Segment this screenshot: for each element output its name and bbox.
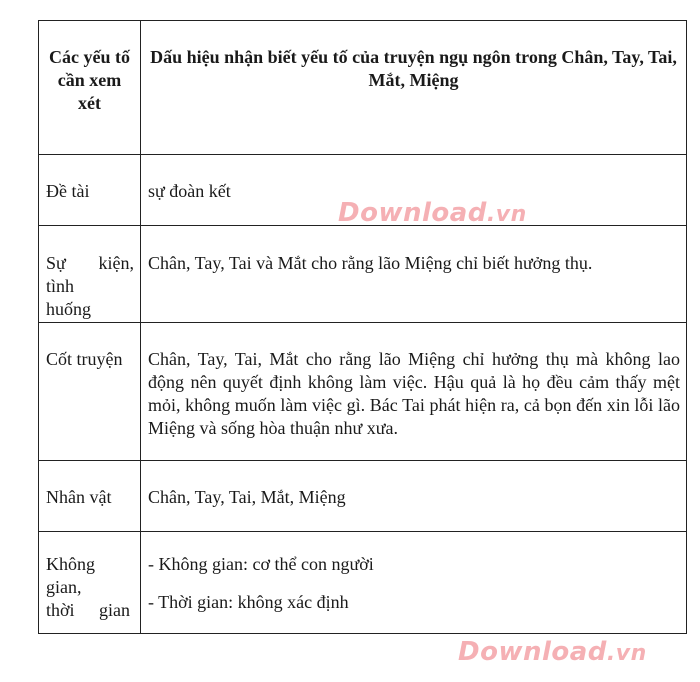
row-value-event: Chân, Tay, Tai và Mắt cho rằng lão Miệng chỉ biết hưởng thụ.: [148, 253, 593, 273]
analysis-table: [38, 20, 687, 634]
row-label-event: Sự kiện, tình huống: [46, 253, 134, 319]
header-cell-factors: [39, 21, 141, 155]
row-value-topic: sự đoàn kết: [148, 181, 231, 201]
bullet-space: - Không gian: cơ thể con người: [148, 554, 374, 574]
watermark-logo-bottom: [458, 637, 647, 667]
row-label-characters: Nhân vật: [46, 487, 112, 507]
watermark-brand-bottom: Download: [458, 637, 607, 667]
bullet-time: - Thời gian: không xác định: [148, 592, 349, 612]
row-label-plot: Cốt truyện: [46, 349, 123, 369]
table-row: [39, 323, 687, 461]
row-label-topic: Đề tài: [46, 181, 90, 201]
table-row: [39, 532, 687, 634]
row-value-characters: Chân, Tay, Tai, Mắt, Miệng: [148, 487, 346, 507]
row-label-space-time: Không gian, thời gian: [46, 554, 131, 620]
watermark-tld: .vn: [486, 202, 527, 227]
watermark-tld-bottom: .vn: [606, 641, 647, 666]
table-row: [39, 226, 687, 323]
table-row: [39, 461, 687, 532]
watermark-logo: [338, 198, 527, 228]
table-header-row: [39, 21, 687, 155]
header-factors-label: Các yếu tố cần xem xét: [49, 47, 130, 113]
header-cell-signs: [141, 21, 687, 155]
header-signs-label: Dấu hiệu nhận biết yếu tố của truyện ngụ ngôn trong Chân, Tay, Tai, Mắt, Miệng: [150, 47, 677, 90]
row-value-space-time: [141, 532, 686, 614]
row-value-plot: Chân, Tay, Tai, Mắt cho rằng lão Miệng chỉ hưởng thụ mà không lao động nên quyết định không làm việc. Hậu quả là họ đều cảm thấy mệt mỏi, không muốn làm việc gì. Bác Tai phát hiện ra, cả bọn đến xin lỗi lão Miệng và sống hòa thuận như xưa.: [148, 349, 680, 438]
watermark-brand: Download: [338, 198, 487, 228]
